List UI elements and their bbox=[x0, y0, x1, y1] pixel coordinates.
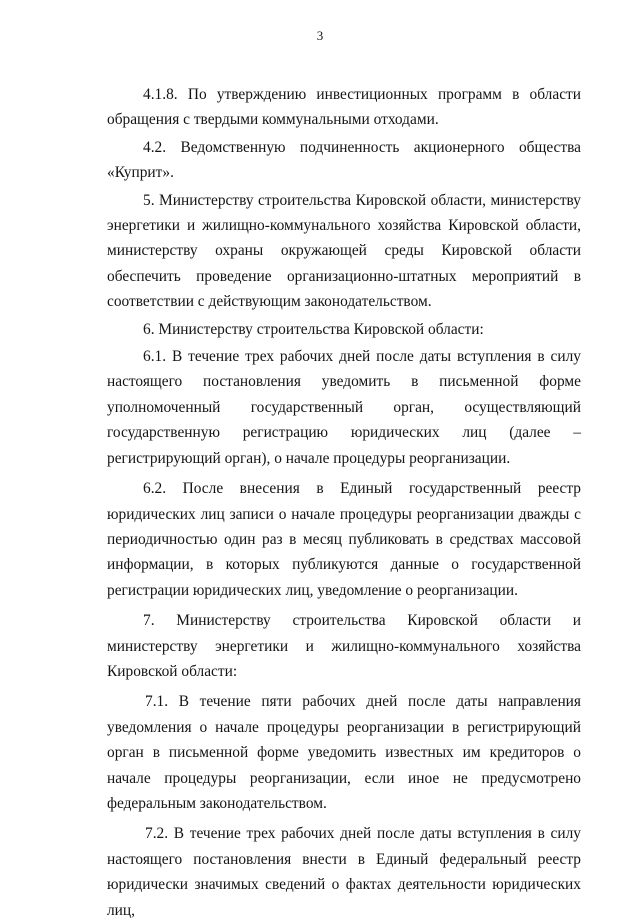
page-number: 3 bbox=[316, 28, 324, 43]
paragraph-6: 6. Министерству строительства Кировской области: bbox=[143, 320, 484, 338]
paragraph-6-1: 6.1. В течение трех рабочих дней после даты вступления в силу настоящего постановления уведомить в письменной форме уполномоченный государственный орган, осуществляющий государственную регистрацию юридических лиц (далее – регистрирующий орган), о начале процедуры реорганизации. bbox=[107, 348, 581, 467]
paragraph-4-2: 4.2. Ведомственную подчиненность акционерного общества «Куприт». bbox=[107, 138, 581, 182]
paragraph-7-2: 7.2. В течение трех рабочих дней после даты вступления в силу настоящего постановления внести в Единый федеральный реестр юридически значимых сведений о фактах деятельности юридических лиц, bbox=[107, 825, 581, 919]
paragraph-6-2: 6.2. После внесения в Единый государственный реестр юридических лиц записи о начале процедуры реорганизации дважды с периодичностью один раз в месяц публиковать в средствах массовой информации, в которых публикуются данные о государственной регистрации юридических лиц, уведомление о реорганизации. bbox=[107, 480, 581, 599]
paragraph-7: 7. Министерству строительства Кировской области и министерству энергетики и жилищно-коммунального хозяйства Кировской области: bbox=[107, 612, 581, 680]
paragraph-5: 5. Министерству строительства Кировской области, министерству энергетики и жилищно-коммунального хозяйства Кировской области, министерству охраны окружающей среды Кировской области обеспечить проведение организационно-штатных мероприятий в соответствии с действующим законодательством. bbox=[107, 191, 581, 311]
paragraph-4-1-8: 4.1.8. По утверждению инвестиционных программ в области обращения с твердыми коммунальными отходами. bbox=[107, 86, 581, 129]
document-body bbox=[107, 82, 581, 923]
paragraph-7-1: 7.1. В течение пяти рабочих дней после даты направления уведомления о начале процедуры реорганизации в регистрирующий орган в письменной форме уведомить известных им кредиторов о начале процедуры реорганизации, если иное не предусмотрено федеральным законодательством. bbox=[107, 693, 581, 812]
